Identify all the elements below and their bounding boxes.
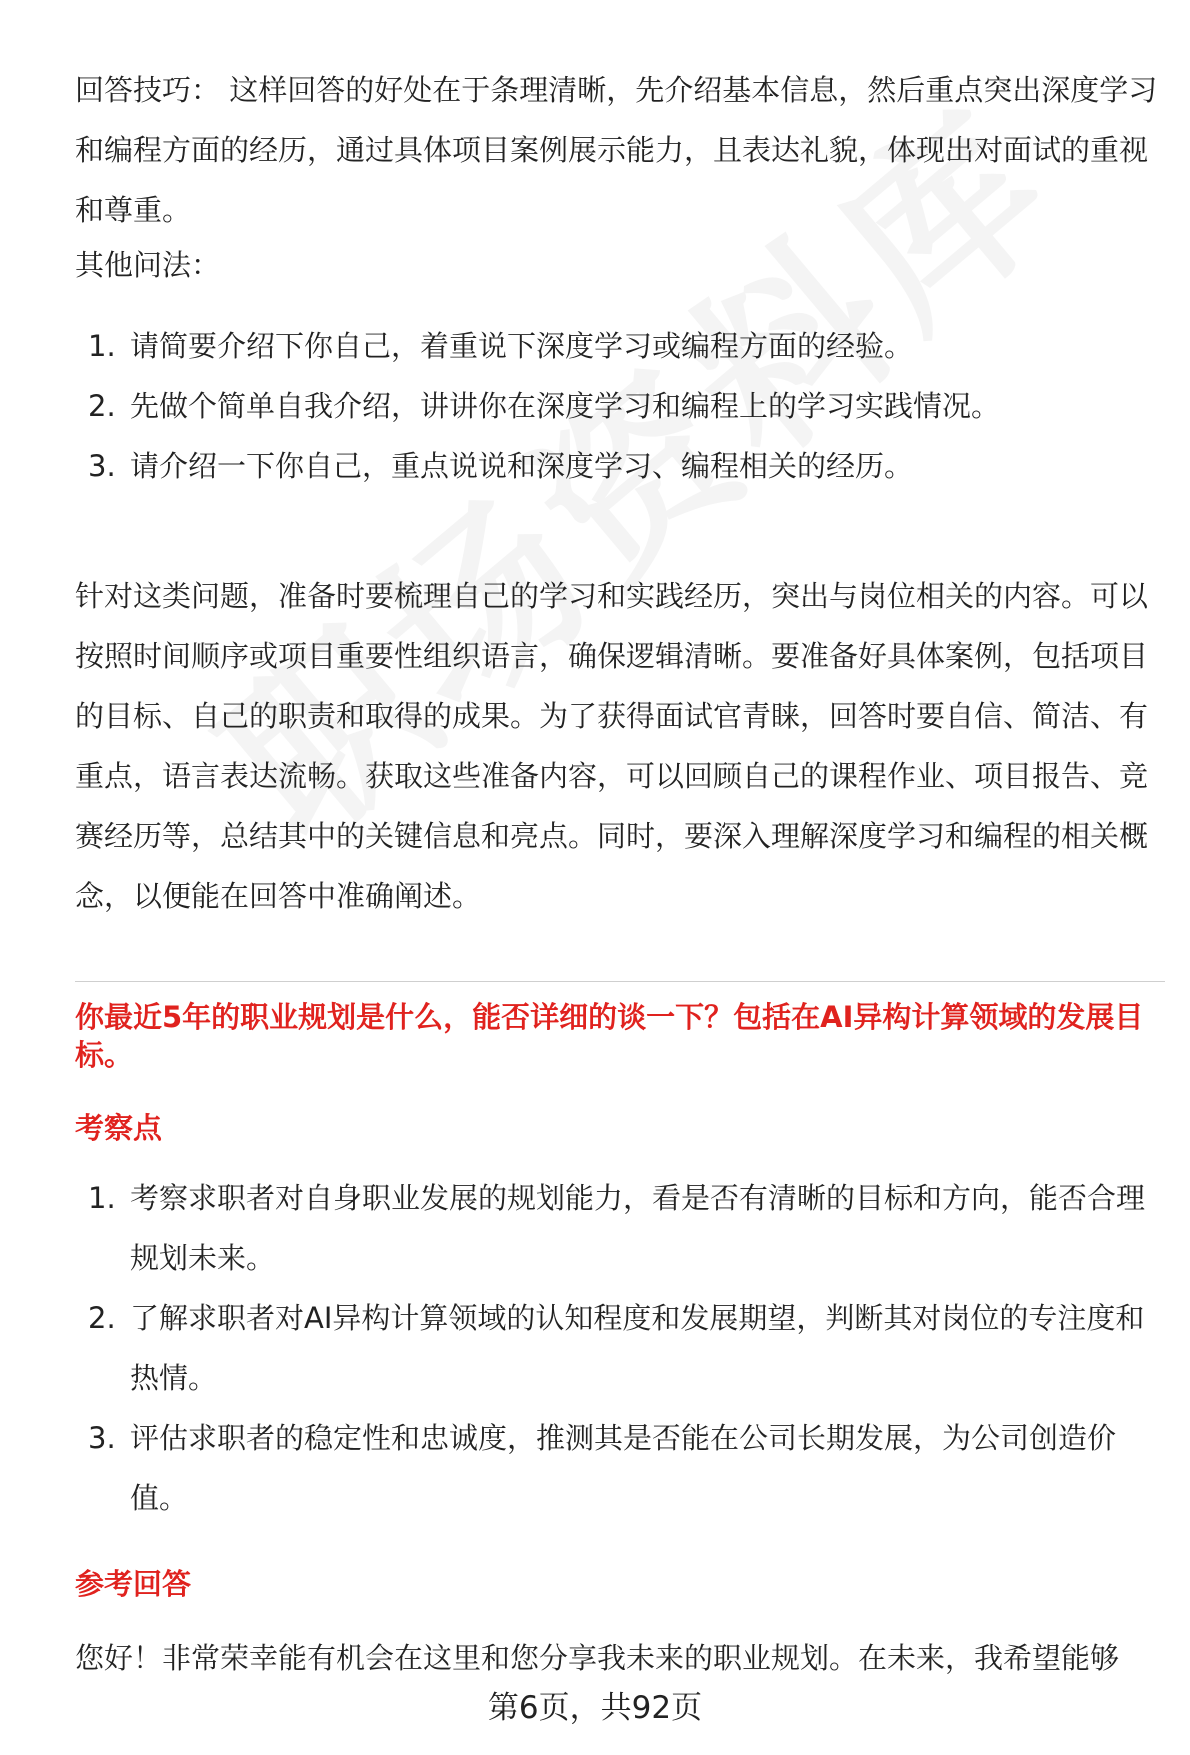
list-item bbox=[75, 376, 1165, 436]
list-item-text: 了解求职者对AI异构计算领域的认知程度和发展期望，判断其对岗位的专注度和热情。 bbox=[130, 1301, 1145, 1395]
focus-heading: 考察点 bbox=[75, 1111, 163, 1145]
section-divider bbox=[75, 981, 1165, 982]
list-item-text: 请介绍一下你自己，重点说说和深度学习、编程相关的经历。 bbox=[130, 449, 914, 483]
question-title: 你最近5年的职业规划是什么，能否详细的谈一下？包括在AI异构计算领域的发展目标。 bbox=[75, 1000, 1144, 1072]
list-item-text: 考察求职者对自身职业发展的规划能力，看是否有清晰的目标和方向，能否合理规划未来。 bbox=[130, 1181, 1146, 1275]
list-number: 3. bbox=[88, 1421, 116, 1455]
list-item-text: 评估求职者的稳定性和忠诚度，推测其是否能在公司长期发展，为公司创造价值。 bbox=[130, 1421, 1117, 1515]
list-item-text: 先做个简单自我介绍，讲讲你在深度学习和编程上的学习实践情况。 bbox=[130, 389, 1001, 423]
tips-paragraph: 回答技巧： 这样回答的好处在于条理清晰，先介绍基本信息，然后重点突出深度学习和编程方面的经历，通过具体项目案例展示能力，且表达礼貌，体现出对面试的重视和尊重。 bbox=[75, 73, 1158, 227]
list-item-text: 请简要介绍下你自己，着重说下深度学习或编程方面的经验。 bbox=[130, 329, 914, 363]
list-number: 2. bbox=[88, 389, 116, 423]
list-number: 2. bbox=[88, 1301, 116, 1335]
page-footer: 第6页，共92页 bbox=[487, 1690, 703, 1726]
advice-paragraph: 针对这类问题，准备时要梳理自己的学习和实践经历，突出与岗位相关的内容。可以按照时间顺序或项目重要性组织语言，确保逻辑清晰。要准备好具体案例，包括项目的目标、自己的职责和取得的成果。为了获得面试官青睐，回答时要自信、简洁、有重点，语言表达流畅。获取这些准备内容，可以回顾自己的课程作业、项目报告、竞赛经历等，总结其中的关键信息和亮点。同时，要深入理解深度学习和编程的相关概念，以便能在回答中准确阐述。 bbox=[75, 579, 1149, 913]
list-item bbox=[75, 1288, 1165, 1408]
list-item bbox=[75, 316, 1165, 376]
other-ways-list bbox=[75, 316, 1165, 496]
focus-list bbox=[75, 1168, 1165, 1528]
list-number: 1. bbox=[88, 329, 116, 363]
answer-paragraph: 您好！非常荣幸能有机会在这里和您分享我未来的职业规划。在未来，我希望能够 bbox=[75, 1641, 1120, 1675]
list-item bbox=[75, 1168, 1165, 1288]
list-item bbox=[75, 1408, 1165, 1528]
list-number: 1. bbox=[88, 1181, 116, 1215]
list-number: 3. bbox=[88, 449, 116, 483]
answer-heading: 参考回答 bbox=[75, 1567, 192, 1601]
other-ways-label: 其他问法： bbox=[75, 248, 221, 282]
list-item bbox=[75, 436, 1165, 496]
